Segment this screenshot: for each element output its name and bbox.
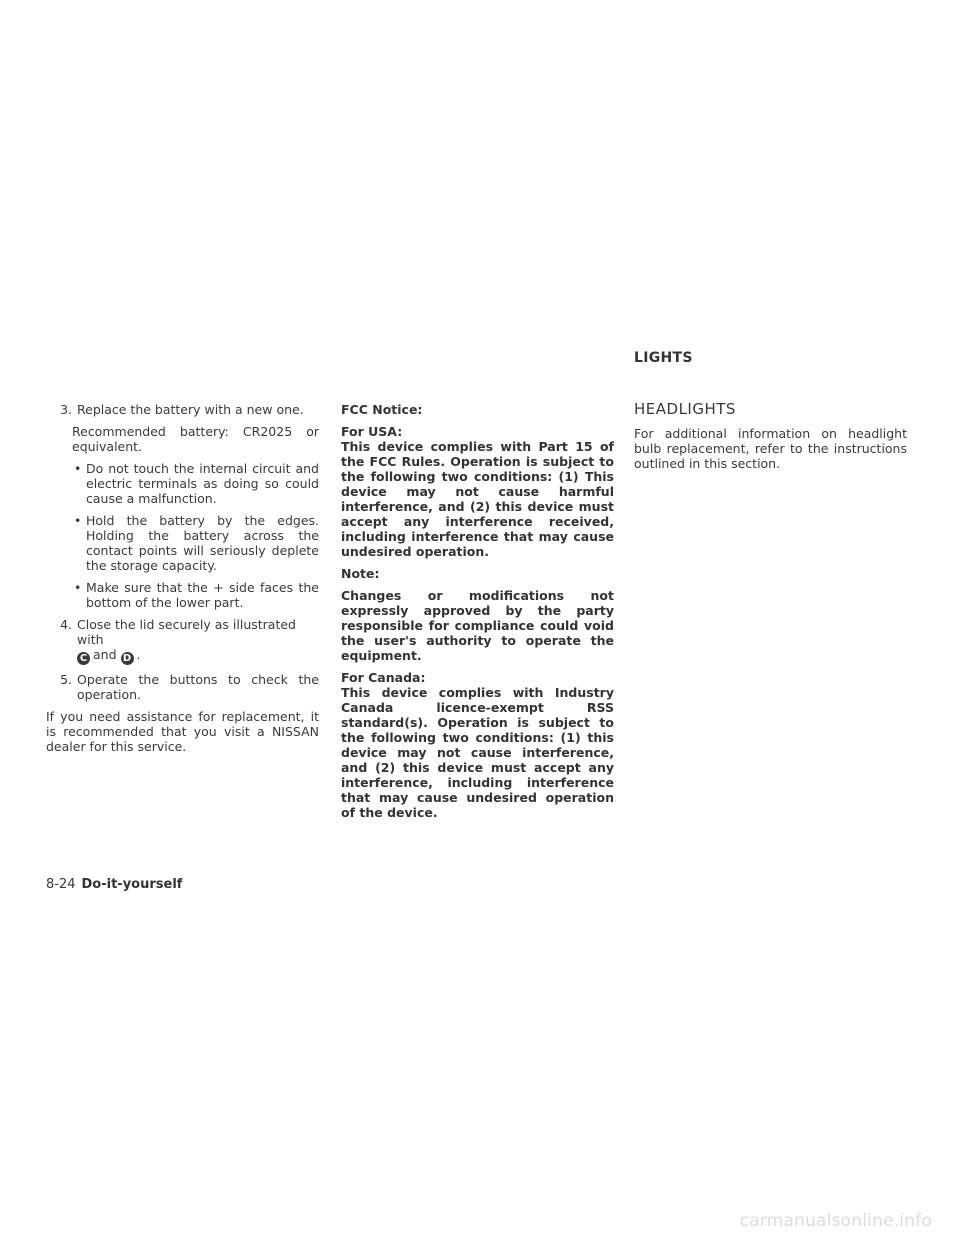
section-title: LIGHTS — [634, 350, 693, 366]
step-number: 4. — [60, 617, 72, 632]
callout-d-icon: D — [121, 652, 134, 665]
right-column — [634, 402, 907, 478]
bullet-icon: • — [74, 580, 82, 595]
note-text: Changes or modifications not expressly approved by the party responsible for compliance could void the user's authority to operate the equipment. — [341, 588, 614, 663]
page-footer — [46, 877, 182, 892]
and-word: and — [93, 647, 117, 662]
step-number: 3. — [60, 402, 72, 417]
step-4 — [46, 617, 319, 665]
note-heading: Note: — [341, 566, 380, 581]
callout-c-icon: C — [77, 652, 90, 665]
step-text — [77, 617, 319, 665]
step-4-text: Close the lid securely as illustrated with — [77, 617, 296, 647]
for-usa-heading: For USA: — [341, 424, 403, 439]
bullet-text: Do not touch the internal circuit and electric terminals as doing so could cause a malfunction. — [86, 461, 319, 506]
step-5 — [46, 672, 319, 702]
footer-section-name: Do-it-yourself — [81, 877, 183, 892]
headlights-heading: HEADLIGHTS — [634, 400, 736, 418]
canada-compliance-text: This device complies with Industry Canada licence-exempt RSS standard(s). Operation is subject to the following two conditions: (1) this device may not cause interference, and (2) this device must accept any interference, including interference that may cause undesired operation of the device. — [341, 685, 614, 820]
step-text: Operate the buttons to check the operation. — [77, 672, 319, 702]
bullet-item — [74, 461, 319, 506]
page-number: 8-24 — [46, 877, 76, 892]
step-3 — [46, 402, 319, 417]
bullet-text: Make sure that the + side faces the bottom of the lower part. — [86, 580, 319, 610]
bullet-icon: • — [74, 513, 82, 528]
step-number: 5. — [60, 672, 72, 687]
usa-compliance-text: This device complies with Part 15 of the FCC Rules. Operation is subject to the following two conditions: (1) This device may not cause harmful interference, and (2) this device must accept any interference received, including interference that may cause undesired operation. — [341, 439, 614, 559]
closing-paragraph: If you need assistance for replacement, it is recommended that you visit a NISSAN dealer for this service. — [46, 709, 319, 754]
for-canada-heading: For Canada: — [341, 670, 426, 685]
bullet-item — [74, 580, 319, 610]
step-text: Replace the battery with a new one. — [77, 402, 304, 417]
watermark: carmanualsonline.info — [739, 1211, 932, 1231]
period: . — [136, 647, 141, 662]
left-column — [46, 402, 319, 761]
bullet-text: Hold the battery by the edges. Holding the battery across the contact points will seriously deplete the storage capacity. — [86, 513, 319, 573]
fcc-notice-heading: FCC Notice: — [341, 402, 423, 417]
recommended-battery-note: Recommended battery: CR2025 or equivalent. — [72, 424, 319, 454]
bullet-item — [74, 513, 319, 573]
bullet-icon: • — [74, 461, 82, 476]
headlights-text: For additional information on headlight bulb replacement, refer to the instructions outlined in this section. — [634, 426, 907, 471]
middle-column — [341, 402, 614, 827]
